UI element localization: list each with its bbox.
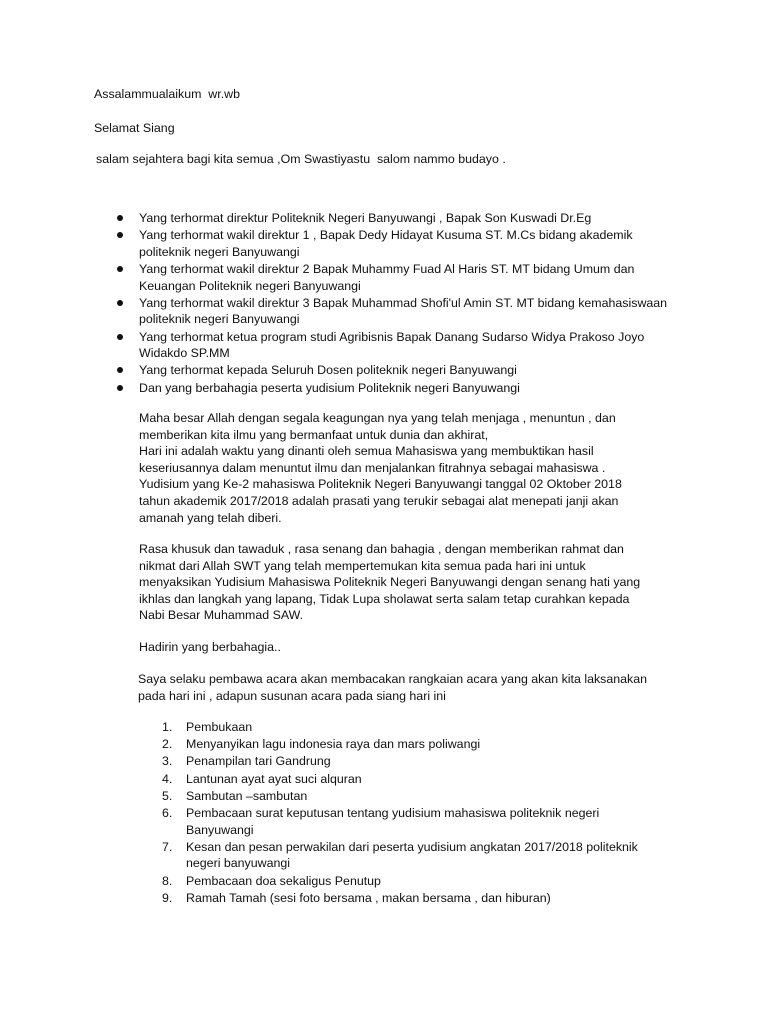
agenda-list — [162, 719, 686, 907]
greeting-selamat-siang: Selamat Siang — [94, 121, 175, 135]
agenda-text: Pembacaan surat keputusan tentang yudisium mahasiswa politeknik negeri — [186, 805, 600, 820]
agenda-text: Penampilan tari Gandrung — [186, 754, 331, 769]
paragraph-maha-besar — [139, 410, 679, 526]
agenda-number: 4. — [162, 771, 173, 786]
agenda-text: Ramah Tamah (sesi foto bersama , makan bersama , dan hiburan) — [186, 890, 551, 905]
greeting-assalammualaikum: Assalammualaikum wr.wb — [94, 87, 240, 101]
paragraph-line: Maha besar Allah dengan segala keagungan nya yang telah menjaga , menuntun , dan — [139, 411, 616, 425]
paragraph-susunan-acara — [138, 671, 678, 704]
agenda-text: Banyuwangi — [186, 822, 254, 837]
agenda-text: Sambutan –sambutan — [186, 788, 308, 803]
agenda-item — [162, 873, 686, 890]
paragraph-line: Rasa khusuk dan tawaduk , rasa senang dan bahagia , dengan memberikan rahmat dan — [139, 542, 624, 556]
list-item — [139, 380, 679, 397]
agenda-number: 1. — [162, 720, 173, 734]
agenda-text: negeri banyuwangi — [186, 856, 291, 871]
paragraph-line: menyaksikan Yudisium Mahasiswa Politeknik Negeri Banyuwangi dengan senang hati yang — [139, 575, 641, 590]
paragraph-line: tahun akademik 2017/2018 adalah prasati yang terukir sebagai alat menepati janji akan — [139, 493, 619, 508]
agenda-text: Pembacaan doa sekaligus Penutup — [186, 873, 381, 888]
list-item-text: Yang terhormat ketua program studi Agribisnis Bapak Danang Sudarso Widya Prakoso Joyo Widakdo SP.MM — [139, 329, 645, 361]
agenda-item — [162, 771, 686, 788]
list-item-text: Dan yang berbahagia peserta yudisium Politeknik negeri Banyuwangi — [139, 380, 520, 395]
list-item — [139, 227, 679, 260]
agenda-text: Pembukaan — [186, 720, 253, 734]
agenda-text: Lantunan ayat ayat suci alquran — [186, 771, 362, 786]
agenda-number: 5. — [162, 788, 173, 803]
paragraph-line: memberikan kita ilmu yang bermanfaat untuk dunia dan akhirat, — [139, 427, 489, 442]
list-item — [139, 210, 679, 227]
bullet-icon — [117, 334, 123, 340]
agenda-item — [162, 788, 686, 805]
list-item-text: Yang terhormat direktur Politeknik Negeri Banyuwangi , Bapak Son Kuswadi Dr.Eg — [139, 211, 592, 225]
paragraph-line: Yudisium yang Ke-2 mahasiswa Politeknik Negeri Banyuwangi tanggal 02 Oktober 2018 — [139, 477, 622, 492]
respect-list — [139, 210, 679, 397]
list-item — [139, 261, 679, 294]
paragraph-rasa-khusuk — [139, 541, 679, 624]
paragraph-hadirin: Hadirin yang berbahagia.. — [139, 640, 281, 654]
agenda-item — [162, 719, 686, 736]
agenda-number: 6. — [162, 805, 173, 820]
agenda-item — [162, 839, 686, 872]
bullet-icon — [117, 215, 123, 221]
agenda-item — [162, 890, 686, 907]
paragraph-line: amanah yang telah diberi. — [139, 510, 282, 525]
bullet-icon — [117, 266, 123, 272]
paragraph-line: ikhlas dan langkah yang lapang, Tidak Lupa sholawat serta salam tetap curahkan kepada — [139, 591, 630, 606]
agenda-number: 8. — [162, 873, 173, 888]
list-item-text: Yang terhormat kepada Seluruh Dosen politeknik negeri Banyuwangi — [139, 363, 517, 378]
list-item — [139, 295, 679, 328]
agenda-number: 9. — [162, 890, 173, 905]
bullet-icon — [117, 232, 123, 238]
agenda-text: Kesan dan pesan perwakilan dari peserta yudisium angkatan 2017/2018 politeknik — [186, 839, 638, 854]
agenda-text: Menyanyikan lagu indonesia raya dan mars poliwangi — [186, 737, 481, 752]
bullet-icon — [117, 367, 123, 373]
paragraph-line: keseriusannya dalam menuntut ilmu dan menjalankan fitrahnya sebagai mahasiswa . — [139, 460, 606, 475]
agenda-number: 2. — [162, 737, 173, 752]
bullet-icon — [117, 385, 123, 391]
list-item — [139, 362, 679, 379]
list-item-text: Yang terhormat wakil direktur 1 , Bapak Dedy Hidayat Kusuma ST. M.Cs bidang akademik politeknik negeri Banyuwangi — [139, 228, 633, 259]
bullet-icon — [117, 300, 123, 306]
paragraph-line: pada hari ini , adapun susunan acara pada siang hari ini — [138, 688, 446, 703]
list-item-text: Yang terhormat wakil direktur 2 Bapak Muhammy Fuad Al Haris ST. MT bidang Umum dan Keuangan Politeknik negeri Banyuwangi — [139, 261, 635, 293]
paragraph-line: nikmat dari Allah SWT yang telah mempertemukan kita semua pada hari ini untuk — [139, 558, 586, 573]
agenda-number: 7. — [162, 839, 173, 854]
paragraph-line: Saya selaku pembawa acara akan membacakan rangkaian acara yang akan kita laksanakan — [138, 672, 648, 686]
agenda-item — [162, 805, 686, 838]
list-item — [139, 329, 679, 362]
list-item-text: Yang terhormat wakil direktur 3 Bapak Muhammad Shofi'ul Amin ST. MT bidang kemahasiswaan politeknik negeri Banyuwangi — [139, 295, 668, 327]
agenda-number: 3. — [162, 754, 173, 769]
paragraph-line: Nabi Besar Muhammad SAW. — [139, 608, 304, 623]
agenda-item — [162, 736, 686, 753]
agenda-item — [162, 753, 686, 770]
paragraph-line: Hari ini adalah waktu yang dinanti oleh semua Mahasiswa yang membuktikan hasil — [139, 444, 594, 459]
greeting-salam-sejahtera: salam sejahtera bagi kita semua ,Om Swastiyastu salom nammo budayo . — [96, 152, 506, 166]
